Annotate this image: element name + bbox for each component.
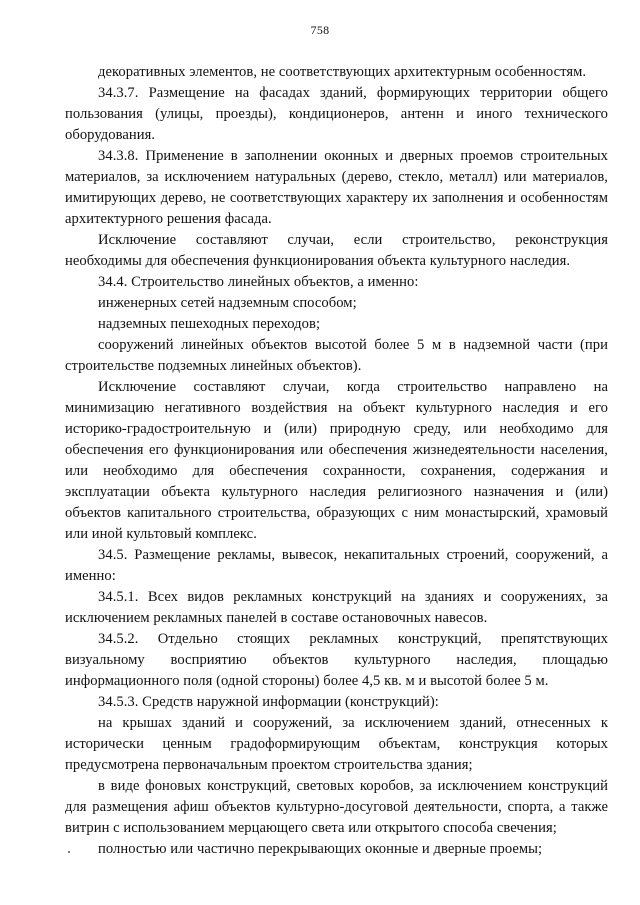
list-item-light-boxes: в виде фоновых конструкций, световых коробов, за исключением конструкций для размещения афиш объектов культурно-досуговой деятельности, спорта, а также витрин с использованием мерцающего света или открытого способа свечения; bbox=[65, 778, 608, 836]
paragraph-exception-1: Исключение составляют случаи, если строительство, реконструкция необходимы для обеспечения функционирования объекта культурного наследия. bbox=[65, 232, 608, 269]
page-number: 758 bbox=[310, 23, 330, 37]
paragraph-34-4: 34.4. Строительство линейных объектов, а именно: bbox=[98, 274, 419, 290]
list-item-linear-structures: сооружений линейных объектов высотой более 5 м в надземной части (при строительстве подземных линейных объектов). bbox=[65, 337, 608, 374]
paragraph-exception-2: Исключение составляют случаи, когда строительство направлено на минимизацию негативного воздействия на объект культурного наследия и его историко-градостроительную и (или) природную среду, или необходимо для обеспечения его функционирования или обеспечения жизнедеятельности населения, или необходимо для обеспечения сохранности, сохранения, содержания и эксплуатации объекта культурного наследия религиозного назначения и (или) объектов капитального строительства, образующих с ним монастырский, храмовый или иной культовый комплекс. bbox=[65, 379, 608, 542]
paragraph-continuation: декоративных элементов, не соответствующих архитектурным особенностям. bbox=[98, 64, 587, 80]
paragraph-34-5-1: 34.5.1. Всех видов рекламных конструкций на зданиях и сооружениях, за исключением рекламных панелей в составе остановочных навесов. bbox=[65, 589, 608, 626]
paragraph-34-3-8: 34.3.8. Применение в заполнении оконных и дверных проемов строительных материалов, за исключением натуральных (дерево, стекло, металл) или материалов, имитирующих дерево, не соответствующих характеру их заполнения и особенностям архитектурного решения фасада. bbox=[65, 148, 608, 227]
paragraph-34-5-3: 34.5.3. Средств наружной информации (конструкций): bbox=[98, 694, 439, 710]
document-body bbox=[65, 62, 608, 860]
paragraph-34-5: 34.5. Размещение рекламы, вывесок, некапитальных строений, сооружений, а именно: bbox=[65, 547, 608, 584]
paragraph-34-3-7: 34.3.7. Размещение на фасадах зданий, формирующих территории общего пользования (улицы, проезды), кондиционеров, антенн и иного технического оборудования. bbox=[65, 85, 608, 143]
list-item-roofs: на крышах зданий и сооружений, за исключением зданий, отнесенных к исторически ценным градоформирующим объектам, конструкция которых предусмотрена первоначальным проектом строительства здания; bbox=[65, 715, 608, 773]
list-item-window-openings: полностью или частично перекрывающих оконные и дверные проемы; bbox=[98, 841, 543, 857]
list-item-pedestrian-crossings: надземных пешеходных переходов; bbox=[98, 316, 321, 332]
list-item-engineering-networks: инженерных сетей надземным способом; bbox=[98, 295, 357, 311]
scan-speck bbox=[68, 851, 70, 853]
paragraph-34-5-2: 34.5.2. Отдельно стоящих рекламных конструкций, препятствующих визуальному восприятию объектов культурного наследия, площадью информационного поля (одной стороны) более 4,5 кв. м и высотой более 5 м. bbox=[65, 631, 608, 689]
